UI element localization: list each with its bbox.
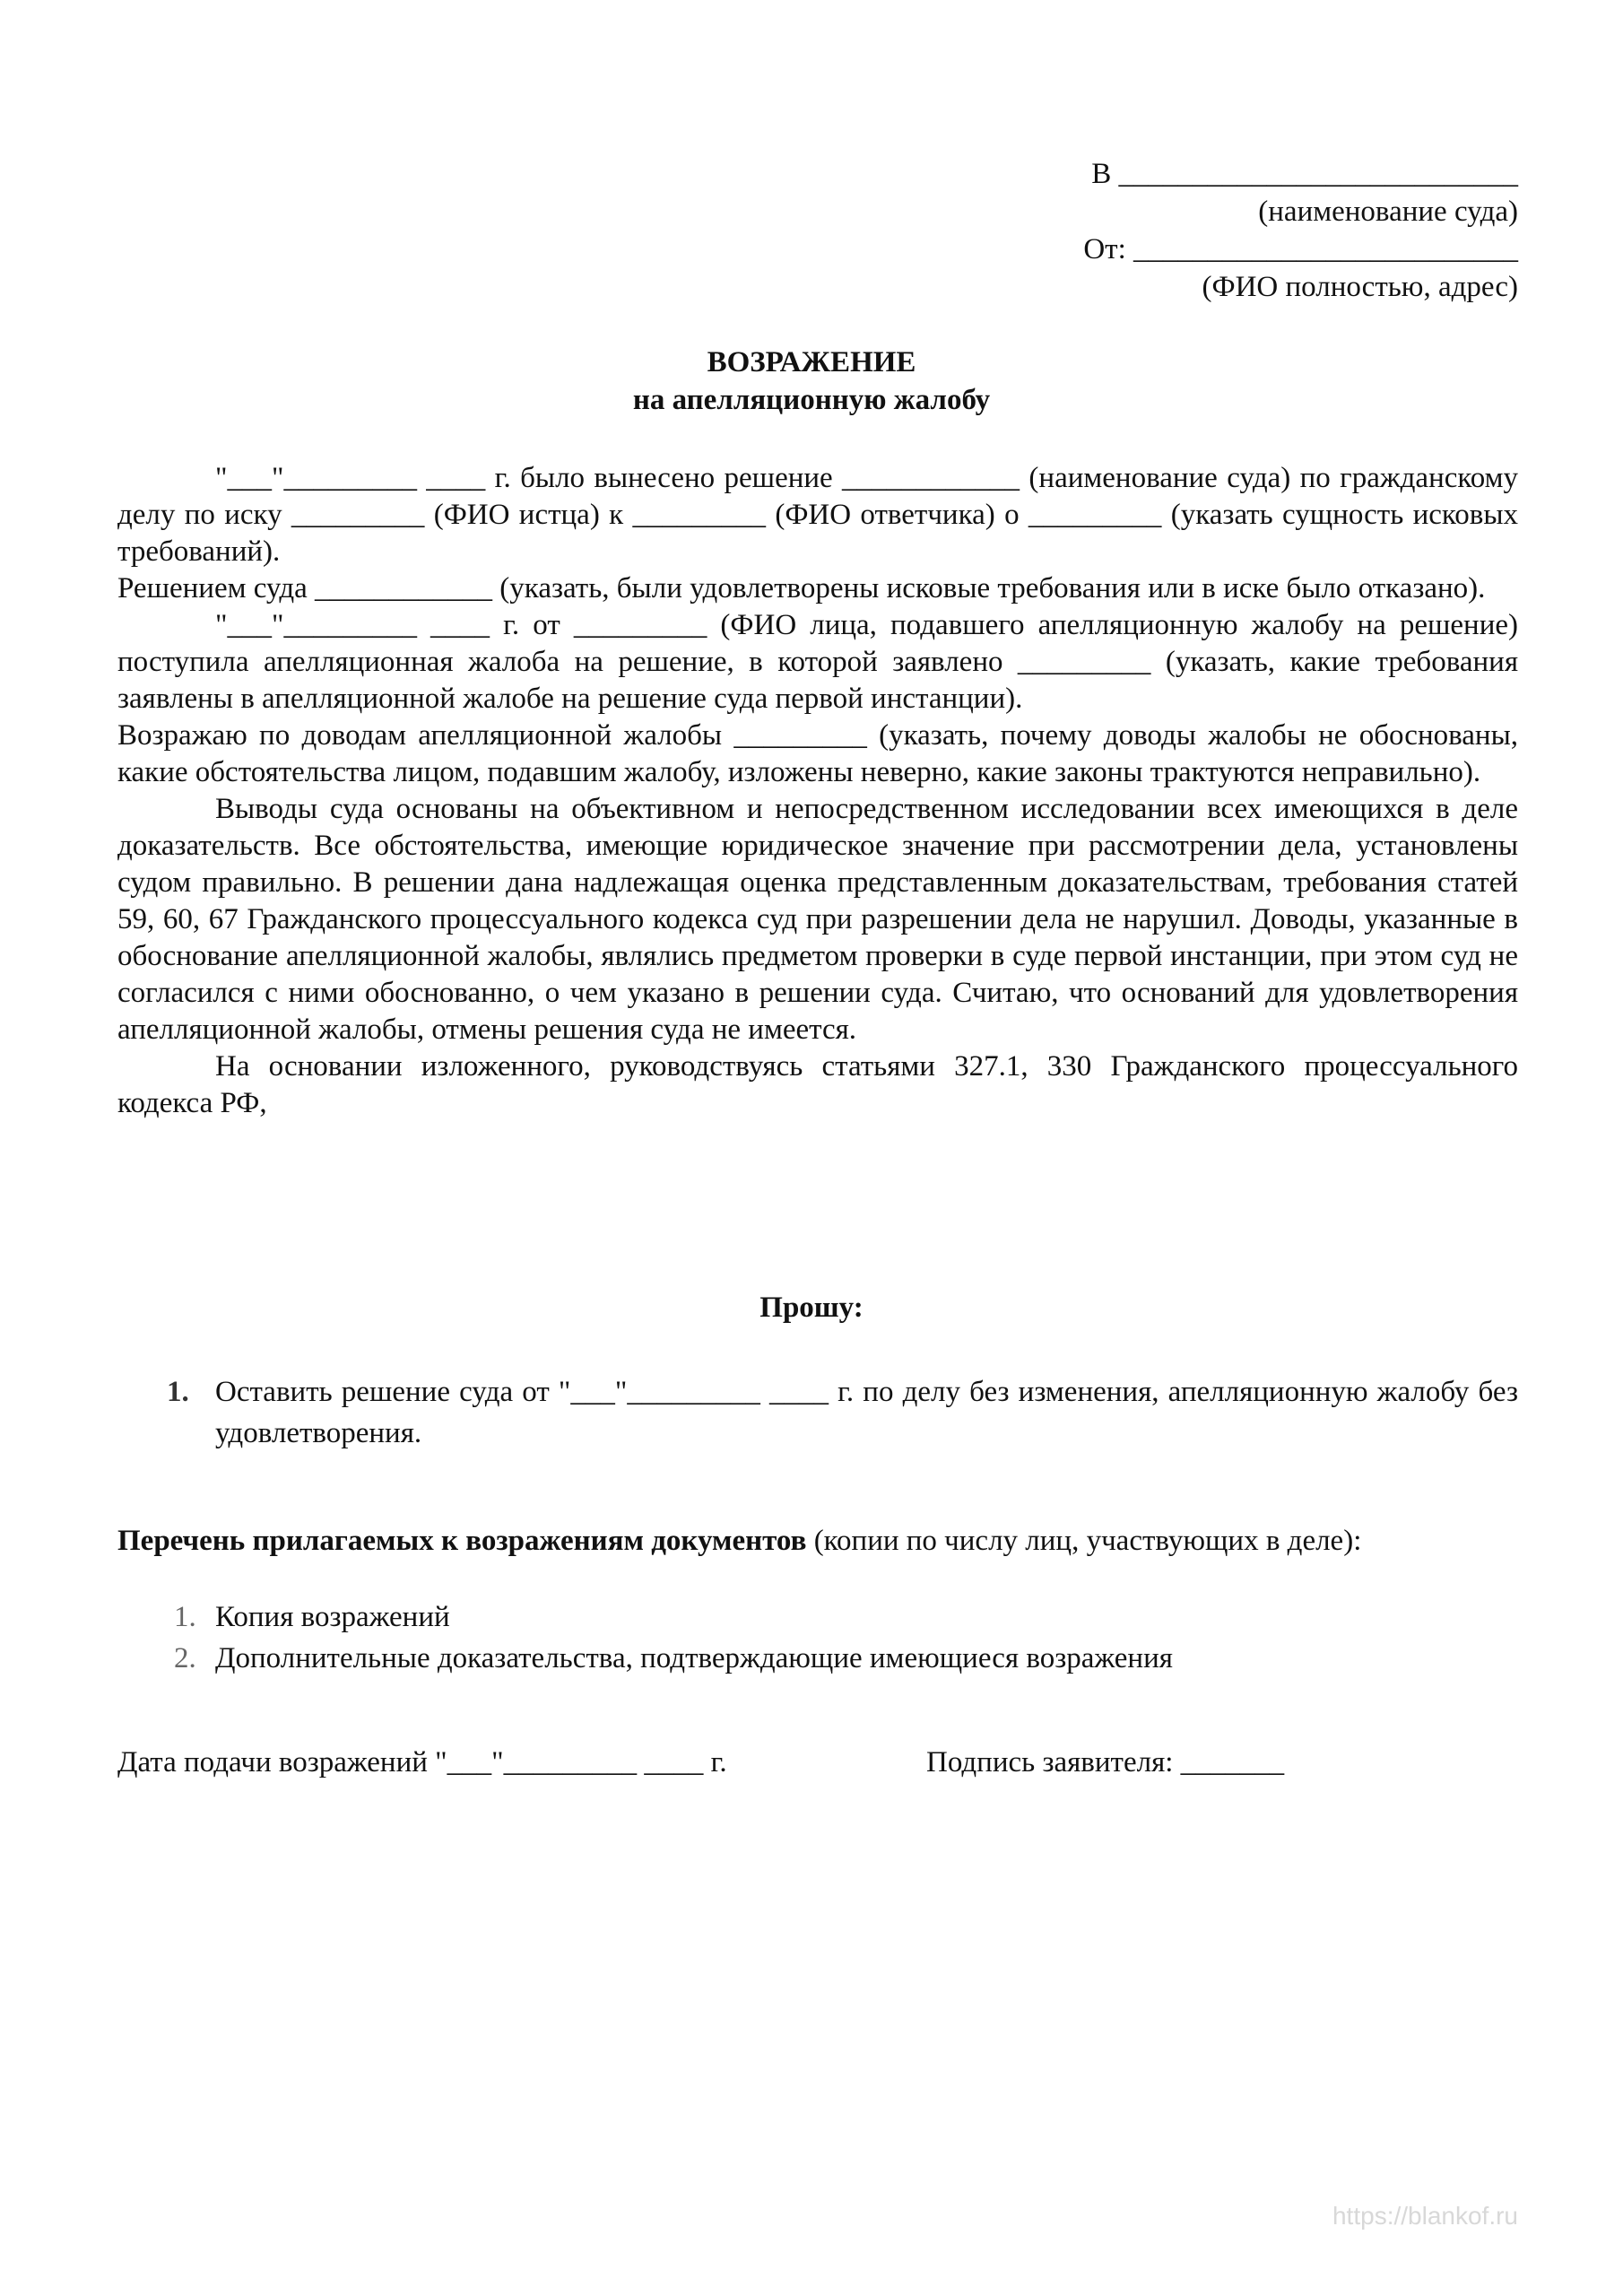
attachment-item-text: Дополнительные доказательства, подтверждающие имеющиеся возражения — [215, 1642, 1173, 1674]
sender-line: От: __________________________ — [1083, 233, 1518, 265]
paragraph-legal-basis: На основании изложенного, руководствуясь статьями 327.1, 330 Гражданского процессуального кодекса РФ, — [117, 1050, 1518, 1119]
attachments-heading-note: (копии по числу лиц, участвующих в деле): — [806, 1525, 1362, 1557]
paragraph-decision: "___"_________ ____ г. было вынесено решение ____________ (наименование суда) по гражданскому делу по иску _________ (ФИО истца) к _________ (ФИО ответчика) о _________ (указать сущность исковых требований). — [117, 462, 1518, 568]
request-item-text: Оставить решение суда от "___"_________ ____ г. по делу без изменения, апелляционную жалобу без удовлетворения. — [215, 1376, 1518, 1449]
document-title: ВОЗРАЖЕНИЕ — [707, 346, 916, 378]
court-name-caption: (наименование суда) — [1258, 196, 1518, 228]
attachment-item — [117, 1596, 1518, 1638]
request-item-number: 1. — [167, 1376, 189, 1408]
attachment-item-text: Копия возражений — [215, 1601, 450, 1633]
attachments-heading — [117, 1525, 1518, 1558]
paragraph-appeal-received: "___"_________ ____ г. от _________ (ФИО лица, подавшего апелляционную жалобу на решение) поступила апелляционная жалоба на решение, в которой заявлено _________ (указать, какие требования заявлены в апелляционной жалобе на решение суда первой инстанции). — [117, 609, 1518, 715]
request-list — [117, 1371, 1518, 1454]
paragraph-objection: Возражаю по доводам апелляционной жалобы _________ (указать, почему доводы жалобы не обоснованы, какие обстоятельства лицом, подавшим жалобу, изложены неверно, какие законы трактуются неправильно). — [117, 719, 1518, 788]
signature-line: Подпись заявителя: _______ — [926, 1746, 1285, 1779]
court-address-line: В ___________________________ — [1091, 158, 1518, 190]
paragraph-court-findings: Выводы суда основаны на объективном и непосредственном исследовании всех имеющихся в деле доказательств. Все обстоятельства, имеющие юридическое значение при рассмотрении дела, установлены судом правильно. В решении дана надлежащая оценка представленным доказательствам, требования статей 59, 60, 67 Гражданского процессуального кодекса суд при разрешении дела не нарушил. Доводы, указанные в обоснование апелляционной жалобы, являлись предметом проверки в суде первой инстанции, при этом суд не согласился с ними обоснованно, о чем указано в решении суда. Считаю, что оснований для удовлетворения апелляционной жалобы, отмены решения суда не имеется. — [117, 793, 1518, 1046]
submission-date-line: Дата подачи возражений "___"_________ ____ г. — [117, 1746, 727, 1779]
request-item — [117, 1371, 1518, 1454]
sender-caption: (ФИО полностью, адрес) — [1202, 271, 1518, 303]
paragraph-court-ruling: Решением суда ____________ (указать, были удовлетворены исковые требования или в иске было отказано). — [117, 572, 1486, 604]
attachment-item — [117, 1638, 1518, 1679]
attachments-list — [117, 1596, 1518, 1679]
attachment-item-number: 2. — [174, 1642, 196, 1674]
request-heading: Прошу: — [759, 1292, 864, 1324]
attachments-heading-bold: Перечень прилагаемых к возражениям документов — [117, 1525, 807, 1557]
document-subtitle: на апелляционную жалобу — [632, 384, 991, 416]
attachment-item-number: 1. — [174, 1601, 196, 1633]
watermark-link: https://blankof.ru — [1332, 2202, 1518, 2230]
document-body — [117, 460, 1518, 1122]
